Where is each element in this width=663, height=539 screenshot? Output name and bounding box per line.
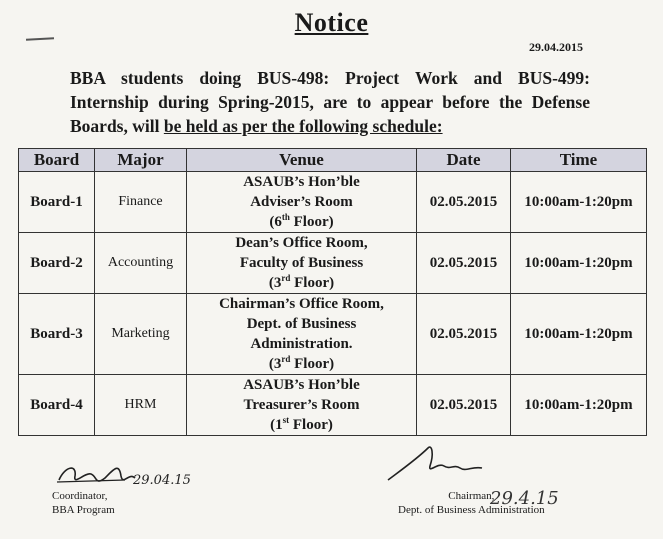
venue-floor: (1st Floor) xyxy=(270,415,333,433)
cell-board: Board-2 xyxy=(19,233,95,294)
venue-line: Adviser’s Room xyxy=(250,194,353,210)
chairman-signature xyxy=(384,440,504,490)
cell-time: 10:00am-1:20pm xyxy=(511,172,647,233)
chairman-handwritten-date: 29.4.15 xyxy=(490,488,559,509)
coordinator-dept: BBA Program xyxy=(52,504,115,516)
venue-line: Administration. xyxy=(250,336,353,352)
venue-line: ASAUB’s Hon’ble xyxy=(243,377,360,393)
chairman-block xyxy=(398,489,545,517)
chairman-dept: Dept. of Business Administration xyxy=(398,504,545,516)
cell-time: 10:00am-1:20pm xyxy=(511,294,647,375)
header-board: Board xyxy=(19,149,95,172)
cell-major: HRM xyxy=(95,375,187,436)
cell-board: Board-1 xyxy=(19,172,95,233)
cell-venue xyxy=(187,294,417,375)
cell-venue xyxy=(187,172,417,233)
venue-line: Chairman’s Office Room, xyxy=(219,296,384,312)
table-row xyxy=(19,233,647,294)
cell-date: 02.05.2015 xyxy=(417,294,511,375)
header-date: Date xyxy=(417,149,511,172)
cell-board: Board-3 xyxy=(19,294,95,375)
venue-line: Dean’s Office Room, xyxy=(235,235,368,251)
cell-date: 02.05.2015 xyxy=(417,172,511,233)
cell-major: Finance xyxy=(95,172,187,233)
venue-line: Faculty of Business xyxy=(239,255,364,271)
table-row xyxy=(19,375,647,436)
header-major: Major xyxy=(95,149,187,172)
header-time: Time xyxy=(511,149,647,172)
cell-date: 02.05.2015 xyxy=(417,375,511,436)
venue-line: Dept. of Business xyxy=(246,316,357,332)
cell-date: 02.05.2015 xyxy=(417,233,511,294)
venue-line: Treasurer’s Room xyxy=(243,397,360,413)
cell-major: Accounting xyxy=(95,233,187,294)
coordinator-handwritten-date: 29.04.15 xyxy=(133,473,191,488)
notice-title: Notice xyxy=(294,8,369,37)
cell-venue xyxy=(187,375,417,436)
venue-floor: (6th Floor) xyxy=(269,212,334,230)
table-row xyxy=(19,172,647,233)
intro-text: BBA students doing BUS-498: Project Work and BUS-499: Internship during Spring-2015, are to appear before the Defense Boards, will xyxy=(70,68,590,136)
chairman-title: Chairman, xyxy=(448,490,495,502)
cell-board: Board-4 xyxy=(19,375,95,436)
header-venue: Venue xyxy=(187,149,417,172)
notice-intro xyxy=(70,66,590,138)
cell-venue xyxy=(187,233,417,294)
cell-time: 10:00am-1:20pm xyxy=(511,233,647,294)
coordinator-title: Coordinator, xyxy=(52,490,108,502)
venue-line: ASAUB’s Hon’ble xyxy=(243,174,360,190)
coordinator-block xyxy=(52,489,115,517)
table-row xyxy=(19,294,647,375)
venue-floor: (3rd Floor) xyxy=(268,354,335,372)
table-header-row xyxy=(19,149,647,172)
schedule-table xyxy=(18,148,647,436)
intro-underlined: be held as per the following schedule: xyxy=(163,116,443,136)
cell-major: Marketing xyxy=(95,294,187,375)
notice-date: 29.04.2015 xyxy=(529,40,583,54)
venue-floor: (3rd Floor) xyxy=(268,273,335,291)
cell-time: 10:00am-1:20pm xyxy=(511,375,647,436)
